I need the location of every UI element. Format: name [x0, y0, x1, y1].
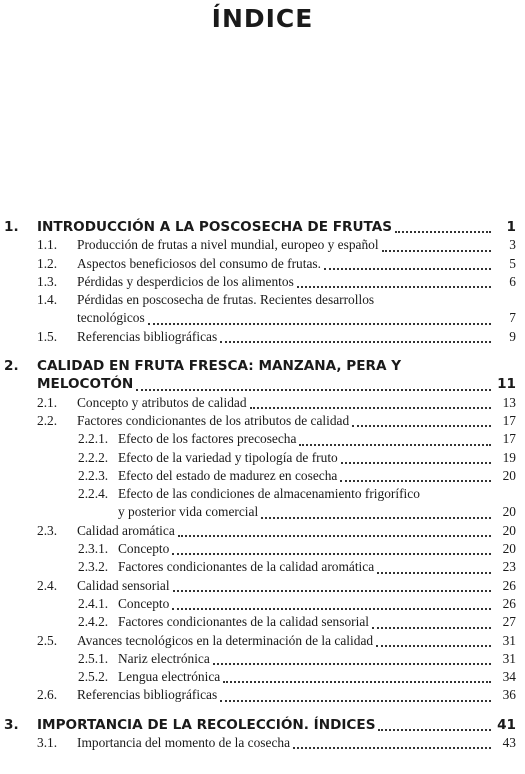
- toc-entry-page: 43: [502, 735, 516, 751]
- toc-entry-page: 20: [502, 504, 516, 520]
- toc-leader-dots: [324, 264, 491, 270]
- toc-entry-label: Referencias bibliográficas: [77, 328, 218, 344]
- toc-entry-number: 2.5.: [37, 632, 58, 648]
- toc-leader-dots: [172, 549, 491, 555]
- toc-entry-number: 1.1.: [37, 237, 58, 253]
- toc-entry-page: 13: [502, 394, 516, 410]
- toc-entry[interactable]: [4, 577, 516, 595]
- toc-entry-page: 26: [502, 577, 516, 593]
- toc-leader-dots: [378, 725, 491, 731]
- toc-entry-text: [118, 668, 494, 686]
- toc-entry-number: 1.2.: [37, 255, 58, 271]
- toc-leader-dots: [340, 476, 491, 482]
- toc-entry[interactable]: [4, 328, 516, 346]
- toc-entry[interactable]: [4, 218, 516, 236]
- toc-entry-number: 1.4.: [37, 292, 58, 308]
- toc-entry[interactable]: [4, 668, 516, 686]
- toc-entry-text: [77, 734, 494, 752]
- toc-entry-label: Calidad aromática: [77, 522, 175, 538]
- toc-entry-label-cont: y posterior vida comercial: [118, 504, 259, 520]
- toc-leader-dots: [297, 282, 491, 288]
- toc-entry-label-cont: tecnológicos: [77, 310, 145, 326]
- toc-entry[interactable]: [4, 291, 516, 309]
- toc-entry-label: Factores condicionantes de los atributos de calidad: [77, 412, 350, 428]
- page-title: ÍNDICE: [211, 4, 314, 33]
- toc-entry[interactable]: [4, 613, 516, 631]
- toc-leader-dots: [250, 403, 491, 409]
- toc-entry-number: 2.3.1.: [78, 541, 109, 557]
- toc-entry-label: Efecto de la variedad y tipología de fruto: [118, 449, 338, 465]
- toc-entry[interactable]: [4, 357, 516, 375]
- toc-entry-number: 2.2.1.: [78, 431, 109, 447]
- toc-leader-dots: [299, 440, 491, 446]
- toc-entry-label: Efecto de los factores precosecha: [118, 431, 297, 447]
- toc-entry[interactable]: [4, 467, 516, 485]
- toc-entry-number: 1.3.: [37, 273, 58, 289]
- toc-entry-text: [77, 236, 494, 254]
- toc-leader-dots: [148, 319, 491, 325]
- toc-entry[interactable]: [4, 430, 516, 448]
- toc-entry-text: [118, 485, 516, 503]
- toc-entry-continuation[interactable]: [4, 375, 516, 393]
- toc-entry-label: Concepto: [118, 595, 170, 611]
- toc-entry-text: [77, 522, 494, 540]
- toc-entry-label: CALIDAD EN FRUTA FRESCA: MANZANA, PERA Y: [37, 358, 402, 375]
- toc-entry-label: Concepto: [118, 541, 170, 557]
- toc-entry-page: 41: [497, 716, 516, 733]
- toc-leader-dots: [178, 531, 491, 537]
- toc-entry-number: 2.1.: [37, 394, 58, 410]
- toc-entry[interactable]: [4, 540, 516, 558]
- toc-entry[interactable]: [4, 716, 516, 734]
- toc-entry[interactable]: [4, 558, 516, 576]
- toc-entry-label: Referencias bibliográficas: [77, 687, 218, 703]
- toc-leader-dots: [223, 677, 491, 683]
- toc-leader-dots: [372, 623, 491, 629]
- toc-entry-page: 17: [502, 412, 516, 428]
- toc-entry-number: 2.2.: [37, 412, 58, 428]
- toc-entry-text: [118, 595, 494, 613]
- toc-entry-label: Efecto de las condiciones de almacenamiento frigorífico: [118, 486, 420, 502]
- toc-entry-text: [37, 357, 516, 375]
- toc-entry-number: 3.1.: [37, 735, 58, 751]
- table-of-contents: [4, 218, 516, 752]
- toc-entry-number: 2.4.: [37, 577, 58, 593]
- toc-entry-page: 34: [502, 669, 516, 685]
- toc-entry-text: [118, 540, 494, 558]
- toc-entry-number: 1.5.: [37, 328, 58, 344]
- toc-entry-page: 20: [502, 522, 516, 538]
- toc-entry-page: 20: [502, 541, 516, 557]
- toc-entry[interactable]: [4, 412, 516, 430]
- toc-entry-label: Pérdidas y desperdicios de los alimentos: [77, 273, 294, 289]
- toc-entry-label: Factores condicionantes de la calidad sensorial: [118, 614, 369, 630]
- toc-entry[interactable]: [4, 449, 516, 467]
- toc-leader-dots: [173, 586, 491, 592]
- toc-entry-text: [77, 412, 494, 430]
- toc-entry-page: 23: [502, 559, 516, 575]
- toc-entry-text: [118, 650, 494, 668]
- toc-entry-text: [77, 577, 494, 595]
- toc-leader-dots: [136, 385, 491, 391]
- toc-entry-page: 7: [509, 310, 516, 326]
- toc-entry-number: 2.3.: [37, 522, 58, 538]
- toc-entry-text: [77, 273, 494, 291]
- toc-leader-dots: [395, 227, 491, 233]
- toc-entry-page: 17: [502, 431, 516, 447]
- toc-entry-text: [118, 613, 494, 631]
- toc-entry-number: 3.: [4, 716, 19, 733]
- toc-entry[interactable]: [4, 632, 516, 650]
- toc-entry-label: Pérdidas en poscosecha de frutas. Recientes desarrollos: [77, 292, 375, 308]
- toc-entry-number: 2.2.4.: [78, 486, 109, 502]
- toc-leader-dots: [220, 696, 491, 702]
- toc-entry[interactable]: [4, 522, 516, 540]
- toc-entry-number: 1.: [4, 219, 19, 235]
- toc-entry-page: 1: [506, 219, 516, 235]
- toc-entry-page: 3: [509, 237, 516, 253]
- toc-entry-text: [77, 291, 516, 309]
- toc-entry-text: [77, 255, 494, 273]
- toc-leader-dots: [376, 641, 491, 647]
- toc-leader-dots: [377, 568, 491, 574]
- toc-entry-page: 9: [509, 328, 516, 344]
- toc-entry[interactable]: [4, 485, 516, 503]
- toc-entry-page: 26: [502, 595, 516, 611]
- toc-entry-page: 20: [502, 467, 516, 483]
- toc-entry[interactable]: [4, 273, 516, 291]
- toc-entry-page: 36: [502, 687, 516, 703]
- toc-entry-page: 27: [502, 614, 516, 630]
- toc-entry[interactable]: [4, 394, 516, 412]
- toc-leader-dots: [172, 604, 491, 610]
- toc-entry[interactable]: [4, 255, 516, 273]
- toc-leader-dots: [213, 659, 491, 665]
- toc-entry-number: 2.3.2.: [78, 559, 109, 575]
- toc-leader-dots: [382, 246, 491, 252]
- toc-leader-dots: [293, 743, 491, 749]
- toc-entry-text: [37, 218, 494, 236]
- toc-entry-number: 2.2.3.: [78, 467, 109, 483]
- toc-entry-label: Factores condicionantes de la calidad aromática: [118, 559, 375, 575]
- toc-leader-dots: [220, 337, 491, 343]
- toc-entry[interactable]: [4, 650, 516, 668]
- toc-entry-number: 2.6.: [37, 687, 58, 703]
- toc-entry-text: [37, 716, 494, 734]
- toc-leader-dots: [352, 421, 491, 427]
- toc-entry-page: 6: [509, 273, 516, 289]
- toc-entry-label: Calidad sensorial: [77, 577, 170, 593]
- toc-entry-number: 2.4.1.: [78, 595, 109, 611]
- toc-entry-text: [118, 467, 494, 485]
- toc-entry-label: IMPORTANCIA DE LA RECOLECCIÓN. ÍNDICES: [37, 716, 376, 733]
- toc-entry-text: [118, 449, 494, 467]
- toc-entry-continuation[interactable]: [4, 309, 516, 327]
- toc-entry-text: [118, 558, 494, 576]
- toc-entry-text: [77, 632, 494, 650]
- toc-entry[interactable]: [4, 236, 516, 254]
- toc-entry-page: 11: [497, 376, 516, 393]
- toc-entry-text: [77, 394, 494, 412]
- toc-leader-dots: [341, 458, 491, 464]
- toc-entry[interactable]: [4, 734, 516, 752]
- toc-leader-dots: [261, 513, 491, 519]
- toc-entry-continuation[interactable]: [4, 503, 516, 521]
- toc-entry-label: Importancia del momento de la cosecha: [77, 735, 291, 751]
- toc-entry-label: Efecto del estado de madurez en cosecha: [118, 467, 338, 483]
- toc-entry-text: [118, 503, 494, 521]
- toc-entry-text: [118, 430, 494, 448]
- toc-entry-number: 2.5.1.: [78, 650, 109, 666]
- toc-entry-number: 2.4.2.: [78, 614, 109, 630]
- toc-entry-label: Aspectos beneficiosos del consumo de frutas.: [77, 255, 321, 271]
- toc-entry-page: 31: [502, 650, 516, 666]
- toc-entry-text: [37, 375, 494, 393]
- toc-entry-label: Avances tecnológicos en la determinación de la calidad: [77, 632, 374, 648]
- toc-entry-label: Lengua electrónica: [118, 669, 221, 685]
- toc-entry-label: INTRODUCCIÓN A LA POSCOSECHA DE FRUTAS: [37, 219, 393, 235]
- toc-entry[interactable]: [4, 686, 516, 704]
- toc-entry-number: 2.: [4, 358, 19, 375]
- toc-entry-label: Producción de frutas a nivel mundial, europeo y español: [77, 237, 379, 253]
- toc-entry-page: 5: [509, 255, 516, 271]
- toc-entry-text: [77, 686, 494, 704]
- toc-entry-label: Nariz electrónica: [118, 650, 210, 666]
- toc-entry-number: 2.2.2.: [78, 449, 109, 465]
- toc-entry-page: 19: [502, 449, 516, 465]
- toc-entry-label: Concepto y atributos de calidad: [77, 394, 247, 410]
- toc-entry-number: 2.5.2.: [78, 669, 109, 685]
- toc-entry-label-cont: MELOCOTÓN: [37, 376, 134, 393]
- toc-entry-page: 31: [502, 632, 516, 648]
- toc-entry-text: [77, 309, 494, 327]
- toc-entry-text: [77, 328, 494, 346]
- toc-entry[interactable]: [4, 595, 516, 613]
